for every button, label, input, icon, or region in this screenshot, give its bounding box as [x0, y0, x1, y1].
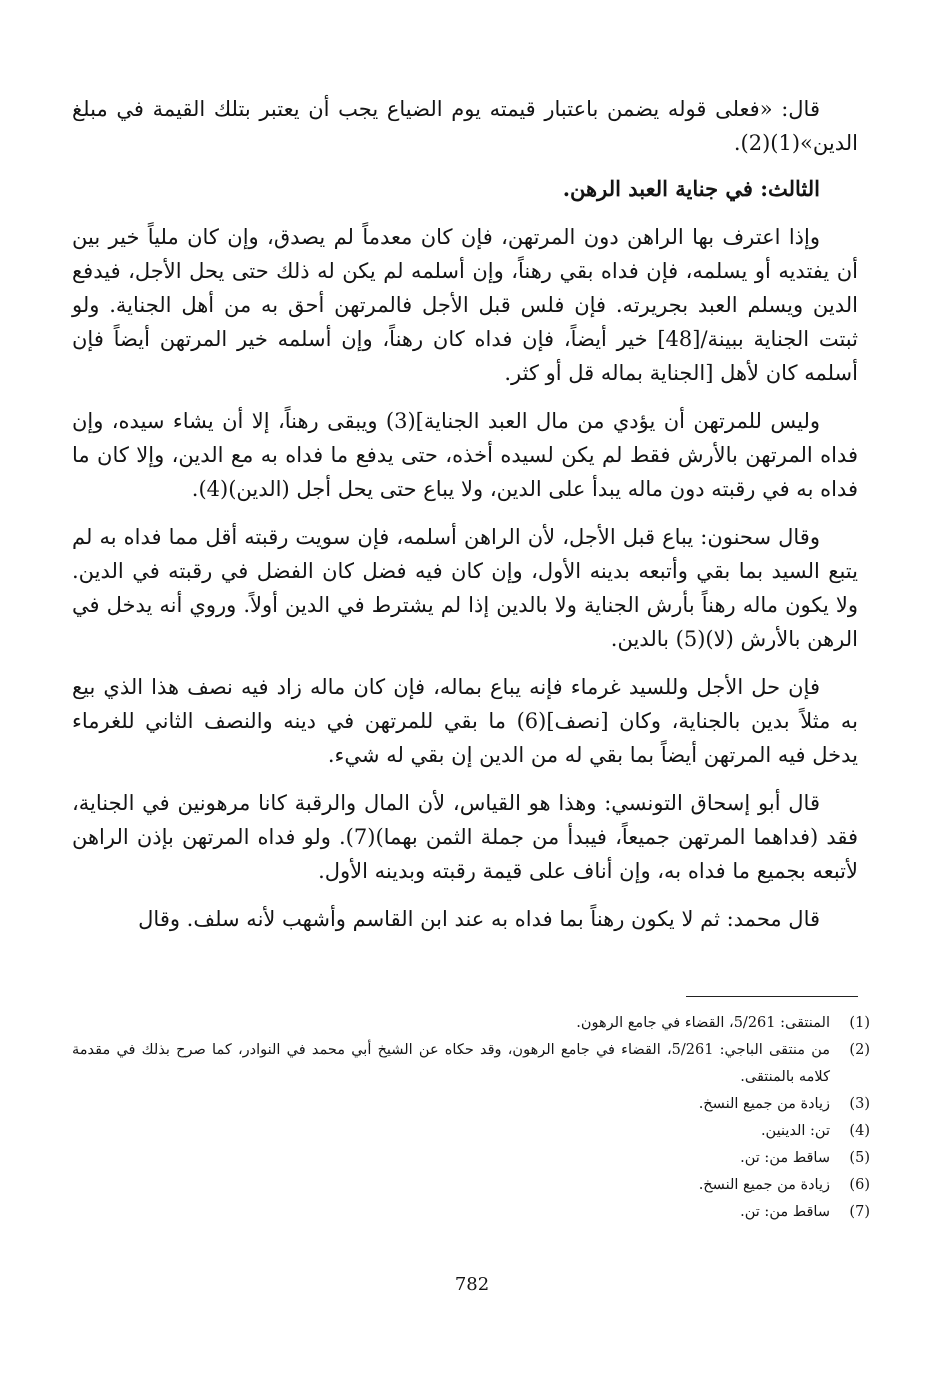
- footnote-item: [72, 1091, 870, 1118]
- footnote-text: زيادة من جميع النسخ.: [698, 1177, 830, 1193]
- footnotes: [72, 1010, 870, 1226]
- paragraph-2: وإذا اعترف بها الراهن دون المرتهن، فإن كان معدماً لم يصدق، وإن كان ملياً خير بين أن يفتديه أو يسلمه، فإن فداه بقي رهناً، وإن أسلمه لم يكن له ذلك حتى يحل الأجل، فيدفع الدين ويسلم العبد بجريرته. فإن فلس قبل الأجل فالمرتهن أحق به من أهل الجناية. ولو ثبتت الجناية ببينة/[48] خير أيضاً، فإن فداه كان رهناً، وإن أسلمه خير المرتهن أيضاً فإن أسلمه كان لأهل [الجناية بماله قل أو كثر.: [72, 225, 858, 385]
- footnote-number: (4): [849, 1123, 870, 1139]
- footnote-number: (6): [849, 1177, 870, 1193]
- paragraph-6: قال أبو إسحاق التونسي: وهذا هو القياس، لأن المال والرقبة كانا مرهونين في الجناية، فقد (فداهما المرتهن جميعاً، فيبدأ من جملة الثمن بهما)(7). ولو فداه المرتهن بإذن الراهن لأتبعه بجميع ما فداه به، وإن أناف على قيمة رقبته وبدينه الأول.: [72, 791, 859, 883]
- footnote-text: زيادة من جميع النسخ.: [698, 1096, 830, 1112]
- paragraph-4: وقال سحنون: يباع قبل الأجل، لأن الراهن أسلمه، فإن سويت رقبته أقل مما فداه به لم يتبع السيد بما بقي وأتبعه بدينه الأول، وإن كان فيه فضل كان الفضل في رقبته في الدين. ولا يكون ماله رهناً بأرش الجناية ولا بالدين إذا لم يشترط في الدين أولاً. وروي أنه يدخل في الرهن بالأرش (لا)(5) بالدين.: [72, 525, 858, 651]
- footnote-item: [72, 1118, 870, 1145]
- paragraph-1: قال: «فعلى قوله يضمن باعتبار قيمته يوم الضياع يجب أن يعتبر بتلك القيمة في مبلغ الدين»(1)(2).: [72, 97, 858, 155]
- footnote-item: [72, 1010, 870, 1037]
- footnote-divider: [686, 996, 858, 997]
- footnote-item: [72, 1037, 870, 1091]
- footnote-number: (2): [849, 1042, 870, 1058]
- footnote-number: (3): [849, 1096, 870, 1112]
- paragraph-3: وليس للمرتهن أن يؤدي من مال العبد الجناية](3) ويبقى رهناً، إلا أن يشاء سيده، وإن فداه المرتهن بالأرش فقط لم يكن لسيده أخذه، حتى يدفع ما فداه به مع الدين، وإلا كان ما فداه به في رقبته دون ماله يبدأ على الدين، ولا يباع حتى يحل أجل (الدين)(4).: [72, 409, 858, 501]
- paragraph-7: قال محمد: ثم لا يكون رهناً بما فداه به عند ابن القاسم وأشهب لأنه سلف. وقال: [138, 907, 820, 931]
- footnote-number: (7): [849, 1204, 870, 1220]
- main-text: [72, 92, 858, 936]
- footnote-item: [72, 1145, 870, 1172]
- paragraph-5: فإن حل الأجل وللسيد غرماء فإنه يباع بماله، فإن كان ماله زاد فيه نصف هذا الذي بيع به مثلاً بدين بالجناية، وكان [نصف](6) ما بقي للمرتهن في دينه والنصف الثاني للغرماء يدخل فيه المرتهن أيضاً بما بقي له من الدين إن بقي له شيء.: [72, 675, 858, 767]
- footnote-text: تن: الدينين.: [760, 1123, 830, 1139]
- footnote-text: ساقط من: تن.: [740, 1204, 830, 1220]
- footnote-item: [72, 1199, 870, 1226]
- footnote-text: المنتقى: 5/261، القضاء في جامع الرهون.: [576, 1015, 830, 1031]
- page-number: 782: [454, 1274, 490, 1295]
- footnote-number: (5): [849, 1150, 870, 1166]
- footnote-number: (1): [849, 1015, 870, 1031]
- footnote-text: من منتقى الباجي: 5/261، القضاء في جامع الرهون، وقد حكاه عن الشيخ أبي محمد في النوادر، كما صرح بذلك في مقدمة كلامه بالمنتقى.: [72, 1042, 830, 1085]
- footnote-item: [72, 1172, 870, 1199]
- section-heading: الثالث: في جناية العبد الرهن.: [562, 176, 820, 201]
- footnote-text: ساقط من: تن.: [740, 1150, 830, 1166]
